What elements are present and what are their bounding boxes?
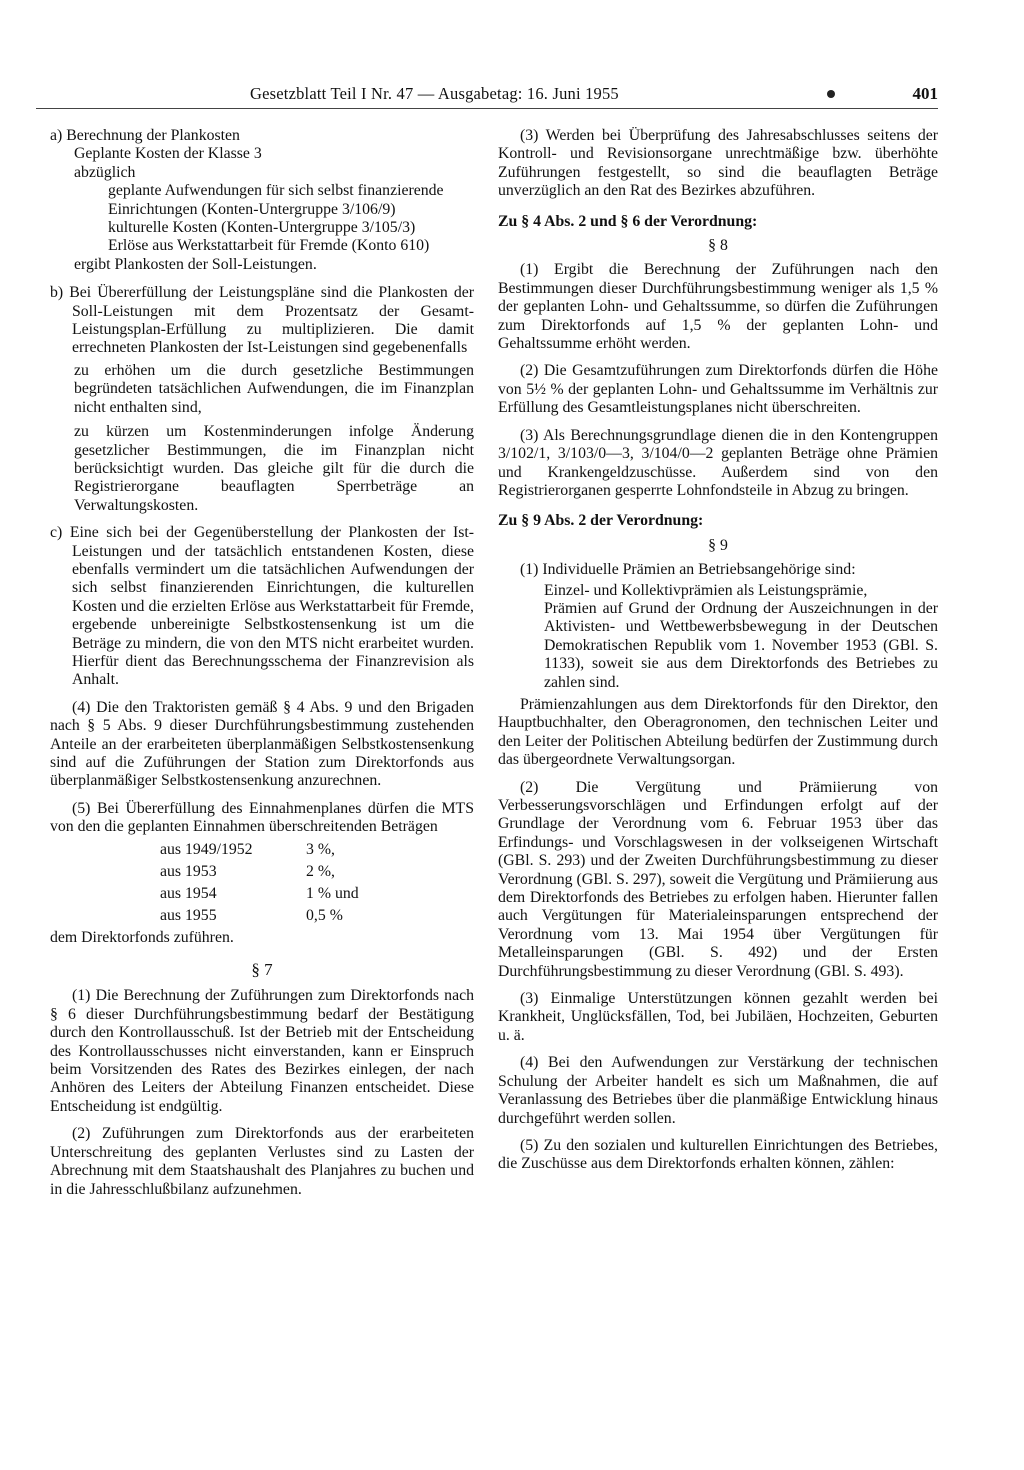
section-9-paragraph-2: (2) Die Vergütung und Prämiierung von Verbesserungsvorschlägen und Erfindungen erfolgt auf der Grundlage der Verordnung vom 6. Februar 1953 über das Erfindungs- und Vorschlagswesen in der volkseigenen Wirtschaft (GBl. S. 293) und der Zweiten Durchführungsbestimmung zu dieser Verordnung (GBl. S. 297), soweit die Vergütung und Prämiierung aus dem Direktorfonds des Betriebes zu erfolgen haben. Hierunter fallen auch Vergütungen für Materialeinsparungen entsprechend der Verordnung vom 13. Mai 1954 über Vergütungen für Metalleinsparungen (GBl. S. 492) und der Ersten Durchführungsbestimmung zu dieser Verordnung (GBl. S. 493). [498,778,938,980]
rate-year: aus 1949/1952 [160,840,253,858]
rate-value: 3 %, [306,840,335,858]
rate-value: 1 % und [306,884,359,902]
item-a-line4: kulturelle Kosten (Konten-Untergruppe 3/105/3) [108,219,416,237]
section-9-paragraph-3: (3) Einmalige Unterstützungen können gezahlt werden bei Krankheit, Unglücksfällen, Tod, bei Jubiläen, Hochzeiten, Geburten u. ä. [498,990,938,1044]
item-a-line3: geplante Aufwendungen für sich selbst finanzierende Einrichtungen (Konten-Untergruppe 3/106/9) [108,182,444,218]
rate-year: aus 1954 [160,884,217,902]
section-9-paragraph-1: (1) Individuelle Prämien an Betriebsangehörige sind: [520,561,856,579]
rate-row [160,839,426,861]
item-c-label: c) [50,524,63,542]
page-number: 401 [912,84,938,103]
right-column [498,127,938,1183]
rate-row [160,883,426,905]
rate-value: 2 %, [306,862,335,880]
item-b-label: b) [50,284,64,302]
rate-year: aus 1955 [160,906,217,924]
item-b-sub1: zu erhöhen um die durch gesetzliche Bestimmungen begründeten tatsächlichen Aufwendungen, die im Finanzplan nicht enthalten sind, [74,361,474,416]
rate-year: aus 1953 [160,862,217,880]
paragraph-5: (5) Bei Übererfüllung des Einnahmenplanes dürfen die MTS von den die geplanten Einnahmen überschreitenden Beträgen [50,799,474,836]
heading-section-9: Zu § 9 Abs. 2 der Verordnung: [498,512,704,530]
item-b-text: Bei Übererfüllung der Leistungspläne sind die Plankosten der Soll-Leistungen mit dem Prozentsatz der Gesamt-Leistungsplan-Erfüllung zu multiplizieren. Die damit errechneten Plankosten der Ist-Leistungen sind gegebenenfalls [69,284,474,357]
item-b-sub2: zu kürzen um Kostenminderungen infolge Änderung gesetzlicher Bestimmungen, die im Finanzplan nicht berücksichtigt wurden. Das gleiche gilt für die durch die Registrierorgane beauflagten Sperrbeträge an Verwaltungskosten. [74,423,474,514]
paragraph-3: (3) Werden bei Überprüfung des Jahresabschlusses seitens der Kontroll- und Revisionsorgane unrechtmäßige bzw. überhöhte Zuführungen festgestellt, so sind die beauflagten Beträge unverzüglich an den Rat des Bezirkes abzuführen. [498,127,938,200]
item-b [50,284,474,358]
rate-row [160,905,426,927]
section-9-paragraph-5: (5) Zu den sozialen und kulturellen Einrichtungen des Betriebes, die Zuschüsse aus dem Direktorfonds erhalten können, zählen: [498,1136,938,1173]
left-column [50,127,474,1208]
section-8-paragraph-3: (3) Als Berechnungsgrundlage dienen die in den Kontengruppen 3/102/1, 3/103/0—3, 3/104/0—2 geplanten Beträge ohne Prämien und Krankengeldzuschüsse. Außerdem sind von den Registrierorganen gesperrte Lohnfondsteile in Abzug zu bringen. [498,426,938,499]
item-c-text: Eine sich bei der Gegenüberstellung der Plankosten der Ist-Leistungen und der tatsächlich entstandenen Kosten, diese ebenfalls vermindert um die tatsächlichen Aufwendungen der sich selbst finanzierenden Einrichtungen, die kulturellen Kosten und die erzielten Erlöse aus Werkstattarbeit für Fremde, ergebende unbereinigte Selbstkostensenkung ist um die Beträge zu mindern, die von den MTS nicht erarbeitet wurden. Hierfür dient das Berechnungsschema der Finanzrevision als Anhalt. [69,524,475,689]
paragraph-4: (4) Die den Traktoristen gemäß § 4 Abs. 9 und den Brigaden nach § 5 Abs. 9 dieser Durchführungsbestimmung zustehenden Anteile an der erarbeiteten überplanmäßigen Selbstkostensenkung sind auf die Zuführungen der Station zum Direktorfonds aus überplanmäßiger Selbstkostensenkung anzurechnen. [50,698,474,790]
paragraph-5-end: dem Direktorfonds zuführen. [50,928,234,946]
rate-row [160,861,426,883]
rate-value: 0,5 % [306,906,343,924]
header-title: Gesetzblatt Teil I Nr. 47 — Ausgabetag: 16. Juni 1955 [250,84,619,103]
section-9-paragraph-1b: Prämien auf Grund der Ordnung der Auszeichnungen in der Aktivisten- und Wettbewerbsbewegung in der Deutschen Demokratischen Republik vom 1. November 1953 (GBl. S. 1133), soweit sie aus dem Direktorfonds des Betriebes zu zahlen sind. [544,599,938,691]
section-7-paragraph-2: (2) Zuführungen zum Direktorfonds aus der erarbeiteten Unterschreitung des geplanten Verlustes sind zu Lasten der Abrechnung mit dem Staatshaushalt des Planjahres zu buchen und in die Jahresschlußbilanz aufzunehmen. [50,1125,474,1198]
item-a-line5: Erlöse aus Werkstattarbeit für Fremde (Konto 610) [108,237,430,255]
item-a [50,127,474,145]
item-a-line1: Geplante Kosten der Klasse 3 [74,145,262,163]
section-9-heading: § 9 [708,536,728,554]
section-8-heading: § 8 [708,237,728,255]
item-a-line2: abzüglich [74,163,136,181]
section-9-paragraph-1c: Prämienzahlungen aus dem Direktorfonds für den Direktor, den Hauptbuchhalter, den Oberagronomen, den technischen Leiter und den Leiter der Politischen Abteilung bedürfen der Zustimmung durch das übergeordnete Verwaltungsorgan. [498,695,938,769]
item-c [50,524,474,690]
section-8-paragraph-1: (1) Ergibt die Berechnung der Zuführungen nach den Bestimmungen dieser Durchführungsbestimmung weniger als 1,5 % der geplanten Lohn- und Gehaltssumme, so dürfen die Zuführungen zum Direktorfonds auf 1,5 % der geplanten Lohn- und Gehaltssumme erhöht werden. [498,261,938,353]
item-a-line6: ergibt Plankosten der Soll-Leistungen. [74,255,317,273]
section-9-paragraph-1a: Einzel- und Kollektivprämien als Leistungsprämie, [544,581,868,599]
section-9-paragraph-4: (4) Bei den Aufwendungen zur Verstärkung der technischen Schulung der Arbeiter handelt es sich um Maßnahmen, die auf Veranlassung des Betriebes über die planmäßige Entwicklung hinaus durchgeführt werden sollen. [498,1054,938,1127]
heading-section-4-6: Zu § 4 Abs. 2 und § 6 der Verordnung: [498,212,758,230]
bullet-dot-icon [827,90,835,98]
section-8-paragraph-2: (2) Die Gesamtzuführungen zum Direktorfonds dürfen die Höhe von 5½ % der geplanten Lohn- und Gehaltssumme im Verhältnis zur Erfüllung des Gesamtleistungsplanes nicht überschreiten. [498,362,938,417]
item-a-first: Berechnung der Plankosten [66,127,240,144]
section-7-paragraph-1: (1) Die Berechnung der Zuführungen zum Direktorfonds nach § 6 dieser Durchführungsbestimmung bedarf der Bestätigung durch den Kontrollausschuß. Ist der Betrieb mit der Entscheidung des Kontrollausschusses nicht einverstanden, kann er Einspruch beim Vorsitzenden des Rates des Bezirkes einlegen, der nach Anhören des Leiters der Abteilung Finanzen entscheidet. Diese Entscheidung ist endgültig. [50,987,474,1115]
rates-table [160,839,426,927]
header-rule [36,108,938,109]
section-7-heading: § 7 [251,960,273,980]
item-a-label: a) [50,127,63,144]
